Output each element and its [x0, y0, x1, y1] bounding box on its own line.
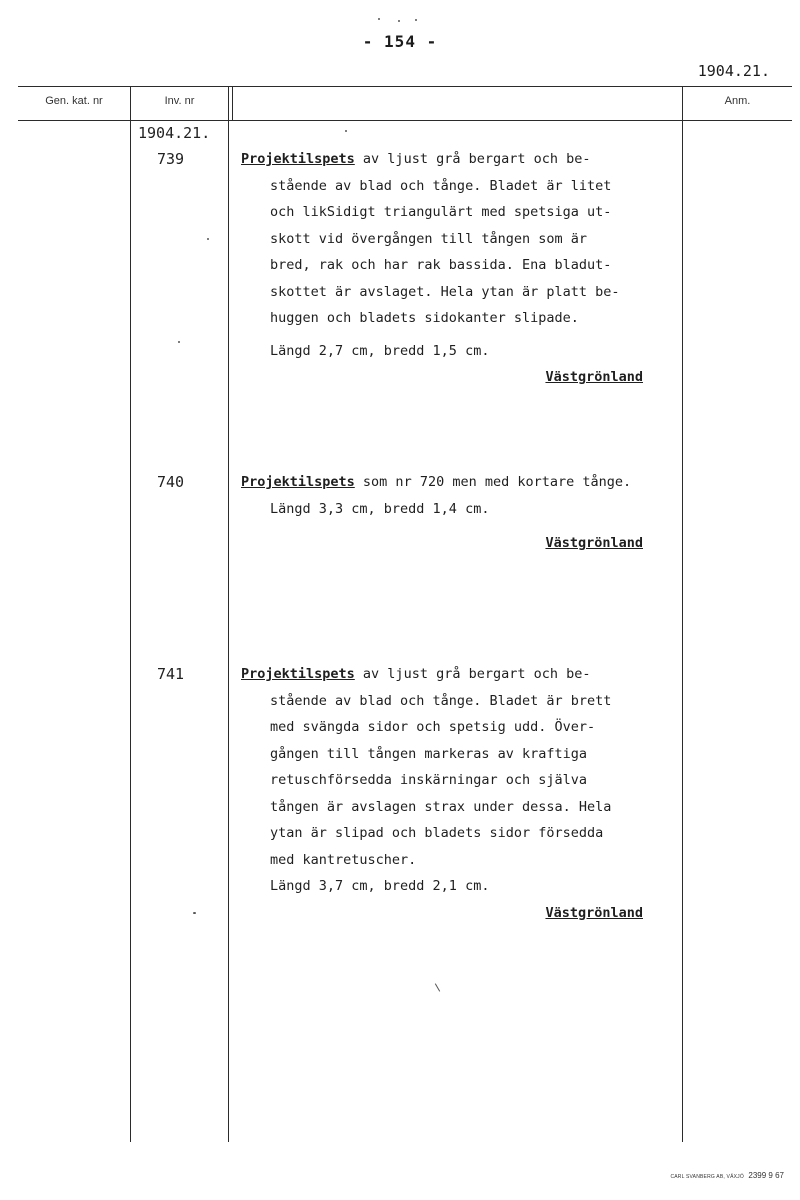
inv-number-741: 741 [157, 665, 185, 683]
entry-line: stående av blad och tånge. Bladet är litet [270, 177, 612, 194]
scan-speck [193, 912, 196, 914]
top-horizontal-rule [18, 86, 792, 87]
entry-title: Projektilspets [241, 151, 355, 167]
collection-reference-top: 1904.21. [697, 62, 770, 80]
column-header-inv-nr: Inv. nr [164, 95, 195, 107]
entry-line: skott vid övergången till tången som är [270, 230, 587, 247]
form-code: 2399 9 67 [748, 1171, 784, 1180]
entry-first-line [241, 469, 691, 496]
entry-line: bred, rak och har rak bassida. Ena bladut- [270, 257, 612, 273]
scan-speck [415, 19, 417, 21]
entry-line: som nr 720 men med kortare tånge. [354, 474, 632, 490]
inv-number-739: 739 [157, 150, 185, 168]
entry-line: ytan är slipad och bladets sidor försedda [270, 825, 604, 841]
entry-line: av ljust grå bergart och be- [354, 151, 591, 167]
entry-740-description [241, 469, 691, 557]
entry-location: Västgrönland [545, 369, 643, 385]
column-divider-text [232, 86, 233, 120]
entry-location: Västgrönland [545, 904, 643, 921]
entry-line: stående av blad och tånge. Bladet är brett [270, 692, 612, 709]
entry-line: gången till tången markeras av kraftiga [270, 745, 587, 762]
collection-number: 1904.21. [138, 124, 211, 142]
entry-line: med svängda sidor och spetsig udd. Över- [270, 719, 596, 735]
entry-first-line [241, 146, 691, 173]
entry-measurements: Längd 3,7 cm, bredd 2,1 cm. [270, 878, 490, 894]
entry-title: Projektilspets [241, 666, 355, 682]
column-header-gen-kat-nr: Gen. kat. nr [45, 95, 103, 107]
inv-number-740: 740 [157, 473, 185, 491]
entry-741-description [241, 661, 691, 926]
entry-measurements: Längd 3,3 cm, bredd 1,4 cm. [270, 500, 490, 517]
entry-measurements: Längd 2,7 cm, bredd 1,5 cm. [270, 342, 490, 359]
column-divider-inv [228, 86, 229, 1142]
scan-speck [345, 130, 347, 132]
column-header-anm: Anm. [724, 95, 751, 107]
column-divider-gen-kat [130, 86, 131, 1142]
entry-title: Projektilspets [241, 474, 355, 490]
entry-line: med kantretuscher. [270, 851, 417, 868]
printer-imprint [670, 1171, 784, 1180]
entry-line: och likSidigt triangulärt med spetsiga ut- [270, 204, 612, 220]
scan-speck [435, 983, 440, 991]
entry-location: Västgrönland [545, 535, 643, 551]
entry-first-line [241, 661, 691, 688]
scan-speck [398, 20, 400, 22]
scan-speck [378, 18, 380, 20]
printer-name: CARL SVANBERG AB, VÄXJÖ [670, 1174, 744, 1180]
page-number: - 154 - [362, 32, 438, 51]
entry-line: tången är avslagen strax under dessa. Hela [270, 798, 612, 815]
entry-line: huggen och bladets sidokanter slipade. [270, 310, 579, 326]
scan-speck [178, 341, 180, 343]
entry-line: retuschförsedda inskärningar och själva [270, 772, 587, 788]
entry-line: av ljust grå bergart och be- [354, 666, 591, 682]
scan-speck [207, 238, 209, 240]
header-bottom-rule [18, 120, 792, 121]
entry-739-description [241, 146, 691, 391]
entry-line: skottet är avslaget. Hela ytan är platt be- [270, 283, 620, 300]
